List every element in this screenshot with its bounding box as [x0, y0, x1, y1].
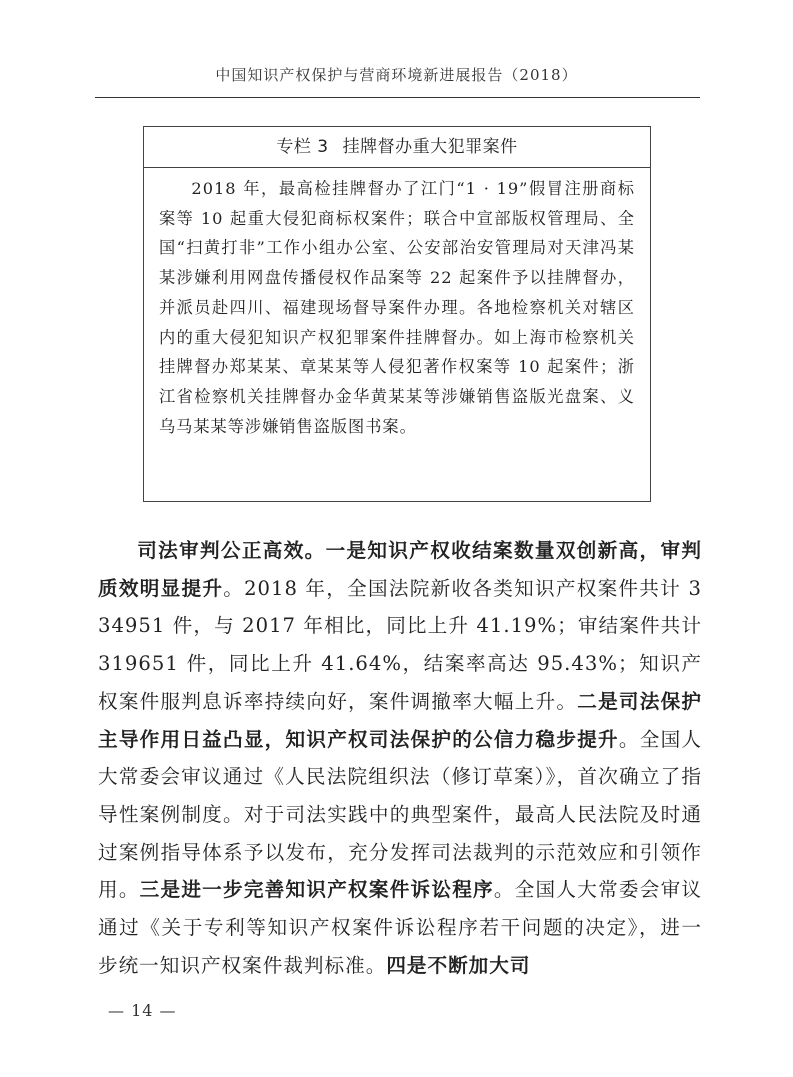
main-paragraph — [98, 532, 702, 984]
column-label: 专栏 3 — [276, 137, 329, 157]
column-title — [144, 127, 650, 168]
column-body: 2018 年，最高检挂牌督办了江门“1 · 19”假冒注册商标案等 10 起重大侵犯商标权案件；联合中宣部版权管理局、全国“扫黄打非”工作小组办公室、公安部治安管理局对天津冯某某涉嫌利用网盘传播侵权作品案等 22 起案件予以挂牌督办，并派员赴四川、福建现场督导案件办理。各地检察机关对辖区内的重大侵犯知识产权犯罪案件挂牌督办。如上海市检察机关挂牌督办郑某某、章某某等人侵犯著作权案等 10 起案件；浙江省检察机关挂牌督办金华黄某某等涉嫌销售盗版光盘案、义乌马某某等涉嫌销售盗版图书案。 — [159, 179, 635, 436]
bold-phrase-2: 二是司法保护主导作用日益凸显，知识产权司法保护的公信力稳步提升 — [98, 689, 703, 751]
text-segment-1: 。2018 年，全国法院新收各类知识产权案件共计 334951 件，与 2017 年相比，同比上升 41.19%；审结案件共计 319651 件，同比上升 41.64%，结案率高达 95.43%；知识产权案件服判息诉率持续向好，案件调撤率大幅上升。 — [98, 576, 702, 713]
bold-phrase-1: 司法审判公正高效。一是知识产权收结案数量双创新高，审判质效明显提升 — [98, 539, 702, 600]
text-segment-3: 。全国人大常委会审议通过《关于专利等知识产权案件诉讼程序若干问题的决定》，进一步统一知识产权案件裁判标准。 — [98, 878, 703, 977]
bold-phrase-4: 四是不断加大司 — [386, 953, 531, 977]
bold-phrase-3: 三是进一步完善知识产权案件诉讼程序 — [139, 878, 494, 902]
page-number: — 14 — — [108, 1001, 177, 1020]
header-rule — [95, 97, 700, 98]
column-heading: 挂牌督办重大犯罪案件 — [342, 137, 518, 157]
column-box — [143, 126, 651, 502]
text-segment-2: 。全国人大常委会审议通过《人民法院组织法（修订草案）》，首次确立了指导性案例制度。对于司法实践中的典型案件，最高人民法院及时通过案例指导体系予以发布，充分发挥司法裁判的示范效应和引领作用。 — [98, 727, 703, 902]
running-header: 中国知识产权保护与营商环境新进展报告（2018） — [215, 66, 578, 84]
